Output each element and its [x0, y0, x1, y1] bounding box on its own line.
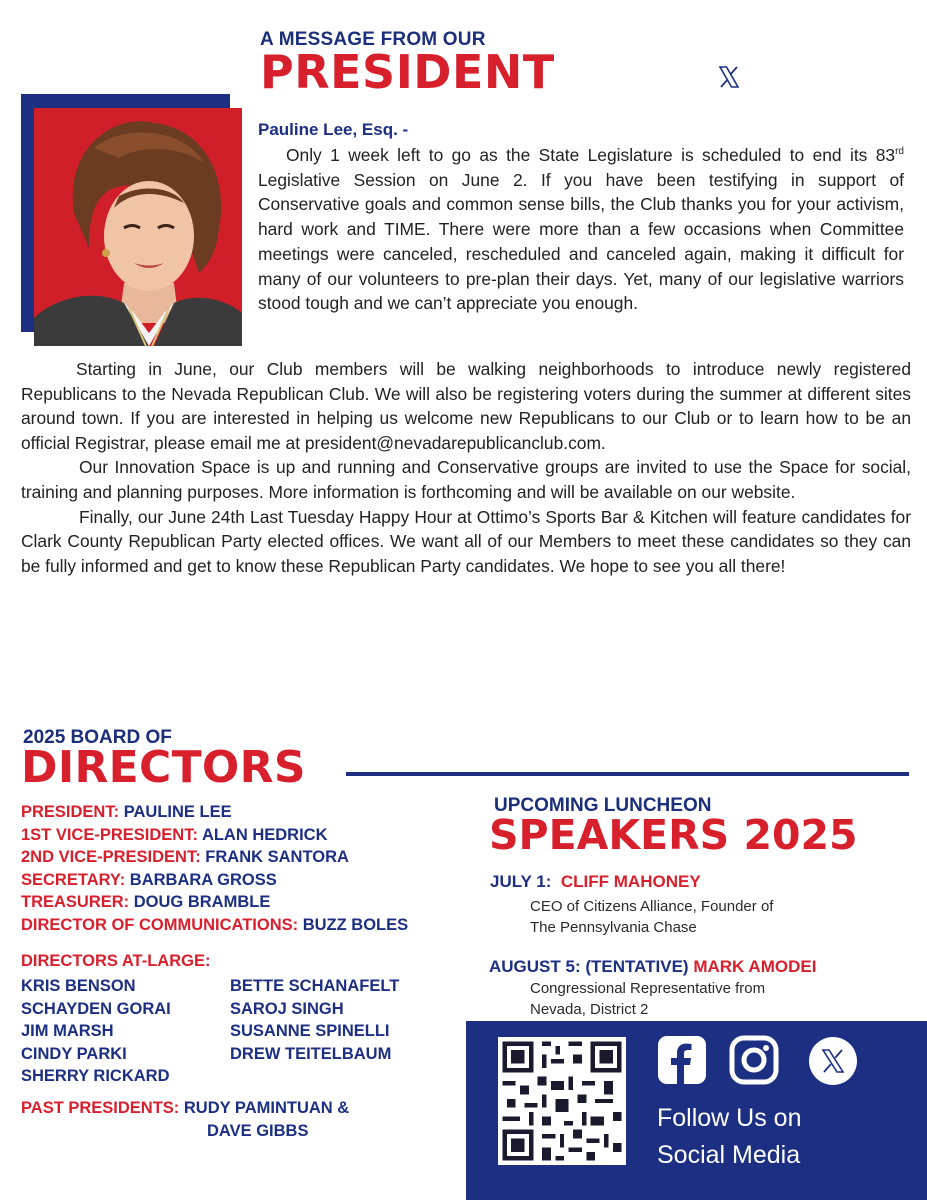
director-name: DREW TEITELBAUM: [230, 1044, 392, 1063]
letter-author: Pauline Lee, Esq. -: [258, 120, 409, 139]
officer-label: DIRECTOR OF COMMUNICATIONS:: [21, 915, 299, 934]
director-name: BETTE SCHANAFELT: [230, 977, 400, 995]
past-presidents-label: PAST PRESIDENTS:: [21, 1099, 180, 1117]
speakers-title: SPEAKERS 2025: [489, 811, 858, 859]
header-subtitle: A MESSAGE FROM OUR: [260, 29, 486, 50]
director-name: SUSANNE SPINELLI: [230, 1022, 390, 1041]
director-name: SAROJ SINGH: [230, 999, 344, 1018]
speaker-desc-line: Congressional Representative from: [530, 980, 766, 997]
x-logo-icon[interactable]: [714, 62, 744, 92]
officer-name: BUZZ BOLES: [302, 915, 409, 934]
officer-row: [21, 869, 408, 892]
director-name: CINDY PARKI: [21, 1044, 127, 1063]
officer-label: 1ST VICE-PRESIDENT:: [21, 825, 198, 844]
officer-row: [21, 891, 408, 914]
letter-paragraph-2: Starting in June, our Club members will be walking neighborhoods to introduce newly registered Republicans to the Nevada Republican Club. We will also be registering voters during the summer at different sites around town. If you are interested in helping us welcome new Republicans to our Club or to learn how to be an official Registrar, please email me at president@nevadarepublicanclub.com.: [21, 359, 911, 453]
speaker-date: JULY 1:: [490, 872, 552, 891]
directors-at-large-left: [21, 975, 171, 1088]
speaker-description: [530, 978, 765, 1020]
officer-row: [21, 801, 408, 824]
qr-code-icon[interactable]: [498, 1037, 626, 1165]
past-president-name: RUDY PAMINTUAN &: [183, 1099, 350, 1117]
speakers-subtitle: UPCOMING LUNCHEON: [494, 795, 712, 816]
letter-p1-text-b: Legislative Session on June 2. If you have been testifying in support of Conservative goals and common sense bills, the Club thanks you for your activism, hard work and TIME. There were more than a few occasions when Committee meetings were canceled, rescheduled and canceled again, making it difficult for many of our volunteers to pre-plan their days. Yet, many of our legislative warriors stood tough and we can’t appreciate you enough.: [258, 169, 904, 314]
director-name: KRIS BENSON: [21, 977, 136, 995]
instagram-icon[interactable]: [729, 1035, 779, 1085]
letter-paragraph-4: Finally, our June 24th Last Tuesday Happy Hour at Ottimo’s Sports Bar & Kitchen will feature candidates for Clark County Republican Party elected offices. We want all of our Members to meet these candidates so they can be fully informed and get to know these Republican Party candidates. We hope to see you all there!: [21, 506, 911, 576]
officer-name: ALAN HEDRICK: [201, 825, 328, 844]
board-subtitle: 2025 BOARD OF: [23, 727, 172, 748]
officer-name: BARBARA GROSS: [129, 870, 277, 889]
board-title: DIRECTORS: [21, 742, 306, 793]
letter-paragraph-3: Our Innovation Space is up and running and Conservative groups are invited to use the Space for social, training and planning purposes. More information is forthcoming and will be available on our website.: [21, 457, 911, 502]
officer-row: [21, 914, 408, 937]
officer-name: FRANK SANTORA: [205, 848, 349, 867]
letter-p1-superscript: rd: [895, 146, 904, 158]
letter-p1-text-a: Only 1 week left to go as the State Legislature is scheduled to end its 83: [286, 145, 896, 165]
speaker-name: CLIFF MAHONEY: [560, 872, 701, 891]
officer-name: PAULINE LEE: [123, 803, 232, 821]
directors-at-large-right: [230, 975, 399, 1065]
officer-label: SECRETARY:: [21, 870, 126, 889]
follow-line-1: Follow Us on: [657, 1104, 802, 1132]
director-name: SCHAYDEN GORAI: [21, 999, 171, 1018]
speaker-desc-line: CEO of Citizens Alliance, Founder of: [530, 898, 774, 915]
officer-row: [21, 824, 408, 847]
follow-us-text: [657, 1100, 802, 1174]
officer-label: TREASURER:: [21, 893, 130, 912]
speaker-date: AUGUST 5: (TENTATIVE): [489, 957, 689, 976]
speaker-desc-line: Nevada, District 2: [530, 1001, 649, 1018]
header-title: PRESIDENT: [260, 45, 555, 99]
speaker-heading: [489, 957, 816, 977]
speaker-desc-line: The Pennsylvania Chase: [530, 919, 697, 936]
officer-label: PRESIDENT:: [21, 803, 120, 821]
speaker-heading: [490, 872, 701, 892]
x-logo-icon[interactable]: [808, 1036, 858, 1086]
section-divider: [346, 772, 909, 776]
letter-paragraph-1: [258, 143, 904, 316]
past-presidents: [21, 1097, 349, 1142]
director-name: JIM MARSH: [21, 1022, 114, 1041]
president-photo: [34, 108, 242, 346]
officer-label: 2ND VICE-PRESIDENT:: [21, 848, 201, 867]
directors-at-large-title: DIRECTORS AT-LARGE:: [21, 952, 211, 970]
director-name: SHERRY RICKARD: [21, 1067, 170, 1086]
officers-list: [21, 801, 408, 937]
follow-line-2: Social Media: [657, 1141, 801, 1169]
past-president-name: DAVE GIBBS: [207, 1121, 309, 1140]
officer-name: DOUG BRAMBLE: [133, 893, 271, 912]
speaker-name: MARK AMODEI: [693, 957, 817, 976]
officer-row: [21, 846, 408, 869]
letter-body: [21, 357, 911, 578]
speaker-description: [530, 896, 773, 938]
president-header: [260, 29, 555, 99]
facebook-icon[interactable]: [657, 1035, 707, 1085]
